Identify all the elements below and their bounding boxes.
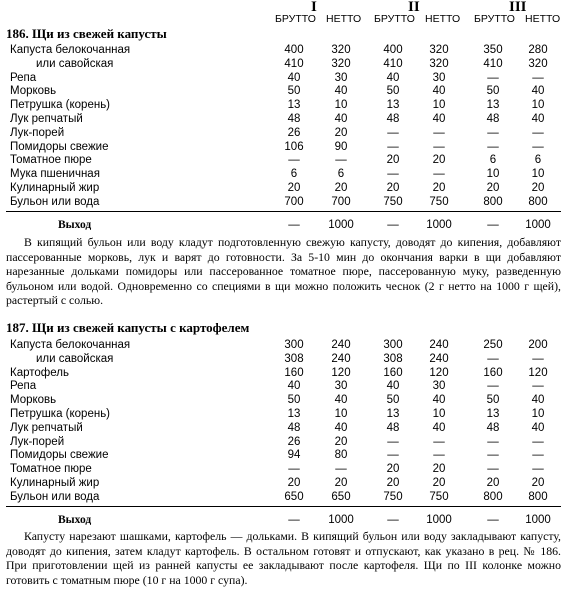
netto-value: 240 <box>331 339 351 351</box>
brutto-value: 13 <box>386 99 400 112</box>
netto-value: 240 <box>331 352 351 365</box>
ingredient-name: или савойская <box>36 57 114 70</box>
netto-value: 10 <box>432 99 446 112</box>
brutto-value: 40 <box>386 71 400 84</box>
netto-value: 1000 <box>525 219 551 231</box>
brutto-value: 13 <box>486 408 500 420</box>
ingredient-name: Мука пшеничная <box>10 168 100 181</box>
ingredient-name: Лук-порей <box>10 126 65 139</box>
column-header-brutto-2: БРУТТО <box>374 13 415 25</box>
netto-value: — <box>532 140 544 153</box>
brutto-value: 20 <box>486 182 500 194</box>
netto-value: — <box>335 154 347 167</box>
ingredient-name: Капуста белокочанная <box>10 339 131 351</box>
netto-value: 40 <box>531 421 545 434</box>
netto-value: 40 <box>432 85 446 98</box>
brutto-value: 750 <box>383 195 403 208</box>
brutto-value: 13 <box>287 408 301 420</box>
brutto-value: 410 <box>383 57 403 70</box>
netto-value: 320 <box>429 44 449 56</box>
ingredient-name: Бульон или вода <box>10 490 100 503</box>
ingredient-row <box>0 99 573 112</box>
netto-value: 750 <box>429 490 449 503</box>
netto-value: 800 <box>528 490 548 503</box>
netto-value: 20 <box>432 463 446 476</box>
brutto-value: 400 <box>383 44 403 56</box>
ingredient-name: Помидоры свежие <box>10 449 109 462</box>
brutto-value: 300 <box>284 339 304 351</box>
recipe-186-instructions: В кипящий бульон или воду кладут подготовленную свежую капусту, доводят до кипения, добавляют пассерованные морковь, лук и варят до готовности. За 5-10 мин до окончания варки в щи добавляют нарезанные дольками помидоры или пассерованное томатное пюре, пассерованную муку, разведенную бульоном или водой. Одновременно со специями в щи можно положить чеснок (2 г нетто на 1000 г щей), растертый с солью. <box>6 235 561 307</box>
brutto-value: — <box>387 140 399 153</box>
netto-value: — <box>335 463 347 476</box>
brutto-value: 106 <box>284 140 304 153</box>
ingredient-row <box>0 436 573 449</box>
netto-value: 30 <box>334 380 348 393</box>
brutto-value: 308 <box>383 352 403 365</box>
brutto-value: — <box>387 168 399 181</box>
netto-value: 40 <box>531 113 545 125</box>
column-header-brutto-3: БРУТТО <box>474 13 515 25</box>
brutto-value: 20 <box>386 182 400 194</box>
ingredient-row <box>0 422 573 435</box>
column-numeral-3: III <box>509 0 527 15</box>
brutto-value: 6 <box>489 154 497 167</box>
brutto-value: 20 <box>486 477 500 489</box>
netto-value: — <box>532 352 544 365</box>
brutto-value: 50 <box>287 394 301 407</box>
brutto-value: 20 <box>287 477 301 489</box>
brutto-value: 26 <box>287 126 301 139</box>
netto-value: 80 <box>334 449 348 462</box>
netto-value: 280 <box>528 44 548 56</box>
netto-value: — <box>532 380 544 393</box>
netto-value: 320 <box>429 57 449 70</box>
ingredient-row <box>0 367 573 380</box>
netto-value: 40 <box>334 85 348 98</box>
brutto-value: 50 <box>386 85 400 98</box>
ingredient-row <box>0 182 573 195</box>
brutto-value: 40 <box>287 71 301 84</box>
recipe-187-output-rule <box>6 506 561 507</box>
netto-value: 40 <box>432 394 446 407</box>
ingredient-name: Лук репчатый <box>10 113 83 125</box>
netto-value: 20 <box>334 182 348 194</box>
ingredient-row <box>0 477 573 490</box>
netto-value: 20 <box>432 182 446 194</box>
brutto-value: 410 <box>284 57 304 70</box>
ingredient-row <box>0 72 573 85</box>
brutto-value: 13 <box>386 408 400 420</box>
brutto-value: 160 <box>284 366 304 379</box>
netto-value: 40 <box>432 113 446 125</box>
ingredient-name: Петрушка (корень) <box>10 408 111 420</box>
ingredient-name: Картофель <box>10 366 69 379</box>
netto-value: 40 <box>531 394 545 407</box>
brutto-value: — <box>387 126 399 139</box>
column-header-brutto-1: БРУТТО <box>275 13 316 25</box>
netto-value: 320 <box>331 44 351 56</box>
netto-value: 6 <box>337 168 345 181</box>
netto-value: 120 <box>429 366 449 379</box>
brutto-value: 48 <box>486 421 500 434</box>
brutto-value: 13 <box>486 99 500 112</box>
output-row <box>0 514 573 527</box>
brutto-value: 800 <box>483 490 503 503</box>
column-header-netto-2: НЕТТО <box>425 13 461 25</box>
recipe-186-title: 186. Щи из свежей капусты <box>6 26 167 41</box>
netto-value: 800 <box>528 195 548 208</box>
brutto-value: — <box>387 449 399 462</box>
brutto-value: 50 <box>386 394 400 407</box>
netto-value: 40 <box>334 113 348 125</box>
netto-value: 10 <box>531 408 545 420</box>
ingredient-row <box>0 463 573 476</box>
recipe-186-output-rule <box>6 211 561 212</box>
netto-value: 240 <box>429 352 449 365</box>
brutto-value: 20 <box>386 463 400 476</box>
column-header-netto-1: НЕТТО <box>326 13 362 25</box>
brutto-value: 300 <box>383 339 403 351</box>
brutto-value: 160 <box>383 366 403 379</box>
netto-value: 320 <box>528 57 548 70</box>
brutto-value: — <box>288 463 300 476</box>
brutto-value: — <box>387 435 399 448</box>
brutto-value: 10 <box>486 168 500 181</box>
netto-value: 20 <box>531 182 545 194</box>
brutto-value: 50 <box>486 394 500 407</box>
netto-value: 20 <box>432 477 446 489</box>
ingredient-row <box>0 154 573 167</box>
ingredient-name: Кулинарный жир <box>10 477 100 489</box>
brutto-value: — <box>487 435 499 448</box>
netto-value: — <box>532 463 544 476</box>
ingredient-name: Кулинарный жир <box>10 182 100 194</box>
netto-value: 1000 <box>328 514 354 526</box>
netto-value: — <box>532 71 544 84</box>
brutto-value: 50 <box>486 85 500 98</box>
ingredient-row <box>0 408 573 421</box>
brutto-value: 40 <box>287 380 301 393</box>
netto-value: 1000 <box>426 219 452 231</box>
netto-value: 10 <box>334 408 348 420</box>
brutto-value: — <box>288 514 300 526</box>
brutto-value: — <box>487 352 499 365</box>
ingredient-name: Петрушка (корень) <box>10 99 111 112</box>
brutto-value: 400 <box>284 44 304 56</box>
brutto-value: 20 <box>386 154 400 167</box>
output-row <box>0 219 573 232</box>
brutto-value: — <box>487 380 499 393</box>
brutto-value: 650 <box>284 490 304 503</box>
netto-value: 320 <box>331 57 351 70</box>
ingredient-name: Морковь <box>10 394 57 407</box>
brutto-value: — <box>288 219 300 231</box>
brutto-value: — <box>387 514 399 526</box>
brutto-value: — <box>487 449 499 462</box>
netto-value: 10 <box>531 99 545 112</box>
ingredient-row <box>0 449 573 462</box>
ingredient-row <box>0 353 573 366</box>
brutto-value: — <box>487 514 499 526</box>
brutto-value: — <box>487 126 499 139</box>
netto-value: 40 <box>334 394 348 407</box>
netto-value: 20 <box>432 154 446 167</box>
brutto-value: — <box>387 219 399 231</box>
brutto-value: — <box>487 140 499 153</box>
netto-value: 120 <box>528 366 548 379</box>
brutto-value: 250 <box>483 339 503 351</box>
brutto-value: 800 <box>483 195 503 208</box>
ingredient-row <box>0 168 573 181</box>
ingredient-name: Репа <box>10 71 37 84</box>
brutto-value: 350 <box>483 44 503 56</box>
brutto-value: 410 <box>483 57 503 70</box>
netto-value: — <box>532 126 544 139</box>
brutto-value: — <box>487 463 499 476</box>
netto-value: 20 <box>334 126 348 139</box>
brutto-value: 6 <box>290 168 298 181</box>
ingredient-name: Морковь <box>10 85 57 98</box>
ingredient-row <box>0 196 573 209</box>
netto-value: 200 <box>528 339 548 351</box>
netto-value: 650 <box>331 490 351 503</box>
brutto-value: 94 <box>287 449 301 462</box>
netto-value: — <box>433 435 445 448</box>
ingredient-name: Капуста белокочанная <box>10 44 131 56</box>
netto-value: 20 <box>334 435 348 448</box>
netto-value: 20 <box>531 477 545 489</box>
ingredient-row <box>0 394 573 407</box>
netto-value: 240 <box>429 339 449 351</box>
netto-value: 1000 <box>426 514 452 526</box>
ingredient-name: Томатное пюре <box>10 154 92 167</box>
ingredient-name: Лук-порей <box>10 435 65 448</box>
ingredient-name: Репа <box>10 380 37 393</box>
netto-value: 10 <box>531 168 545 181</box>
netto-value: 1000 <box>525 514 551 526</box>
ingredient-row <box>0 44 573 57</box>
brutto-value: — <box>487 71 499 84</box>
netto-value: 750 <box>429 195 449 208</box>
netto-value: 40 <box>432 421 446 434</box>
brutto-value: 40 <box>386 380 400 393</box>
netto-value: 120 <box>331 366 351 379</box>
brutto-value: 48 <box>486 113 500 125</box>
netto-value: — <box>433 168 445 181</box>
netto-value: 90 <box>334 140 348 153</box>
column-header-netto-3: НЕТТО <box>525 13 561 25</box>
ingredient-row <box>0 113 573 126</box>
brutto-value: 20 <box>287 182 301 194</box>
ingredient-row <box>0 339 573 352</box>
ingredient-row <box>0 491 573 504</box>
brutto-value: 160 <box>483 366 503 379</box>
netto-value: — <box>532 435 544 448</box>
netto-value: 1000 <box>328 219 354 231</box>
netto-value: 700 <box>331 195 351 208</box>
column-numeral-2: II <box>408 0 420 15</box>
netto-value: 10 <box>432 408 446 420</box>
netto-value: 10 <box>334 99 348 112</box>
output-label: Выход <box>58 514 92 526</box>
ingredient-row <box>0 141 573 154</box>
brutto-value: 750 <box>383 490 403 503</box>
ingredient-row <box>0 58 573 71</box>
netto-value: 40 <box>531 85 545 98</box>
ingredient-row <box>0 127 573 140</box>
netto-value: — <box>532 449 544 462</box>
netto-value: — <box>433 449 445 462</box>
brutto-value: — <box>487 219 499 231</box>
ingredient-row <box>0 380 573 393</box>
netto-value: 30 <box>432 380 446 393</box>
netto-value: — <box>433 126 445 139</box>
recipe-187-title: 187. Щи из свежей капусты с картофелем <box>6 320 250 335</box>
recipe-187-instructions: Капусту нарезают шашками, картофель — дольками. В кипящий бульон или воду закладывают капусту, доводят до кипения, затем кладут картофель. В остальном готовят и отпускают, как указано в рец. № 186. При приготовлении щей из ранней капусты ее закладывают после картофеля. Щи по III колонке можно готовить с томатным пюре (10 г на 1000 г супа). <box>6 529 561 587</box>
netto-value: 30 <box>432 71 446 84</box>
brutto-value: 48 <box>287 113 301 125</box>
ingredient-name: Томатное пюре <box>10 463 92 476</box>
brutto-value: 26 <box>287 435 301 448</box>
brutto-value: — <box>288 154 300 167</box>
brutto-value: 48 <box>386 421 400 434</box>
column-numeral-1: I <box>311 0 317 15</box>
ingredient-row <box>0 85 573 98</box>
netto-value: 40 <box>334 421 348 434</box>
ingredient-name: Бульон или вода <box>10 195 100 208</box>
ingredient-name: или савойская <box>36 352 114 365</box>
brutto-value: 308 <box>284 352 304 365</box>
netto-value: 20 <box>334 477 348 489</box>
output-label: Выход <box>58 219 92 231</box>
netto-value: — <box>433 140 445 153</box>
brutto-value: 700 <box>284 195 304 208</box>
netto-value: 6 <box>534 154 542 167</box>
brutto-value: 48 <box>386 113 400 125</box>
netto-value: 30 <box>334 71 348 84</box>
ingredient-name: Лук репчатый <box>10 421 83 434</box>
brutto-value: 20 <box>386 477 400 489</box>
ingredient-name: Помидоры свежие <box>10 140 109 153</box>
brutto-value: 13 <box>287 99 301 112</box>
brutto-value: 48 <box>287 421 301 434</box>
brutto-value: 50 <box>287 85 301 98</box>
